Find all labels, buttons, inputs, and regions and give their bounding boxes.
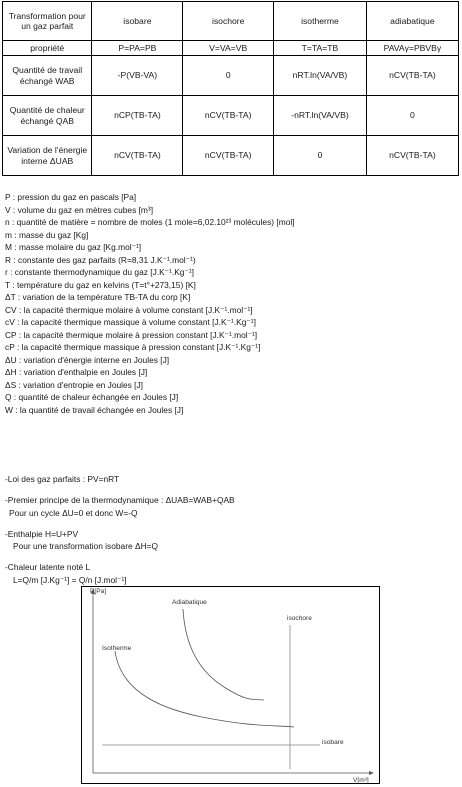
row-label: propriété <box>3 41 92 56</box>
table-cell: nCV(TB-TA) <box>183 96 274 136</box>
pv-diagram <box>81 586 380 784</box>
table-cell: nCV(TB-TA) <box>366 136 458 176</box>
definition-item: ΔS : variation d'entropie en Joules [J] <box>5 379 144 390</box>
enthalpy: -Enthalpie H=U+PV <box>5 528 79 539</box>
definition-item: T : température du gaz en kelvins (T=t°+273,15) [K] <box>5 279 196 290</box>
definition-item: R : constante des gaz parfaits (R=8,31 J.K⁻¹.mol⁻¹) <box>5 254 196 265</box>
cycle-rule: Pour un cycle ΔU=0 et donc W=-Q <box>9 507 138 518</box>
adiabatic-curve <box>183 609 264 700</box>
header-isobare: isobare <box>92 2 183 41</box>
table-cell: T=TA=TB <box>274 41 367 56</box>
table-cell: 0 <box>274 136 367 176</box>
latent-heat-title: -Chaleur latente noté L <box>5 562 91 572</box>
row-label: Variation de l'énergie interne ΔUAB <box>3 136 92 176</box>
table-row <box>3 136 459 176</box>
x-axis-label: V[m³] <box>353 777 369 784</box>
table-row <box>3 96 459 136</box>
isochore-label: isochore <box>287 615 312 622</box>
row-label: Quantité de travail échangé WAB <box>3 56 92 96</box>
table-cell: nRT.ln(VA/VB) <box>274 56 367 96</box>
definition-item: P : pression du gaz en pascals [Pa] <box>5 192 137 202</box>
isobare-label: isobare <box>322 739 344 746</box>
definitions-list <box>5 191 460 416</box>
table-header-row <box>3 2 459 41</box>
definition-item: M : masse molaire du gaz [Kg.mol⁻¹] <box>5 242 142 252</box>
table-cell: P=PA=PB <box>92 41 183 56</box>
isobaric-rule: Pour une transformation isobare ΔH=Q <box>13 541 159 551</box>
header-adiabatique: adiabatique <box>366 2 458 41</box>
definition-item: ΔH : variation d'enthalpie en Joules [J] <box>5 367 148 377</box>
adiabatic-label: Adiabatique <box>172 599 207 606</box>
header-isotherme: isotherme <box>274 2 367 41</box>
table-cell: nCV(TB-TA) <box>183 136 274 176</box>
table-cell: V=VA=VB <box>183 41 274 56</box>
first-principle: -Premier principe de la thermodynamique : ΔUAB=WAB+QAB <box>5 495 235 505</box>
definition-item: ΔT : variation de la température TB-TA du corp [K] <box>5 292 191 302</box>
table-cell: 0 <box>183 56 274 96</box>
isotherm-curve <box>115 651 294 727</box>
definition-item: r : constante thermodynamique du gaz [J.K⁻¹.Kg⁻¹] <box>5 267 194 277</box>
definition-item: m : masse du gaz [Kg] <box>5 229 89 240</box>
laws-section <box>5 473 460 586</box>
definition-item: W : la quantité de travail échangée en Joules [J] <box>5 404 184 415</box>
definition-item: Q : quantité de chaleur échangée en Joules [J] <box>5 392 179 402</box>
pv-diagram-svg <box>82 587 379 783</box>
definition-item: n : quantité de matière = nombre de moles (1 mole=6,02.10²³ molécules) [mol] <box>5 217 295 227</box>
header-isochore: isochore <box>183 2 274 41</box>
header-transformation: Transformation pour un gaz parfait <box>3 2 92 41</box>
latent-heat-formula: L=Q/m [J.Kg⁻¹] = Q/n [J.mol⁻¹] <box>13 574 127 585</box>
transformations-table <box>2 1 459 176</box>
x-axis-arrow <box>369 771 374 775</box>
table-cell: nCV(TB-TA) <box>366 56 458 96</box>
table-cell: 0 <box>366 96 458 136</box>
definition-item: CV : la capacité thermique molaire à volume constant [J.K⁻¹.mol⁻¹] <box>5 304 253 315</box>
table-cell: nCP(TB-TA) <box>92 96 183 136</box>
table-cell: -P(VB-VA) <box>92 56 183 96</box>
table-row <box>3 56 459 96</box>
y-axis-label: P[Pa] <box>90 588 107 595</box>
definition-item: V : volume du gaz en mètres cubes [m³] <box>5 204 154 215</box>
definition-item: CP : la capacité thermique molaire à pression constant [J.K⁻¹.mol⁻¹] <box>5 329 258 340</box>
definition-item: cV : la capacité thermique massique à volume constant [J.K⁻¹.Kg⁻¹] <box>5 317 256 327</box>
table-cell: PAVAγ=PBVBγ <box>366 41 458 56</box>
table-cell: -nRT.ln(VA/VB) <box>274 96 367 136</box>
definition-item: cP : la capacité thermique massique à pression constant [J.K⁻¹.Kg⁻¹] <box>5 342 261 352</box>
table-row <box>3 41 459 56</box>
row-label: Quantité de chaleur échangé QAB <box>3 96 92 136</box>
definition-item: ΔU : variation d'énergie interne en Joules [J] <box>5 354 170 365</box>
table-cell: nCV(TB-TA) <box>92 136 183 176</box>
isotherm-label: Isotherme <box>102 645 132 652</box>
gas-law: -Loi des gaz parfaits : PV=nRT <box>5 474 120 484</box>
